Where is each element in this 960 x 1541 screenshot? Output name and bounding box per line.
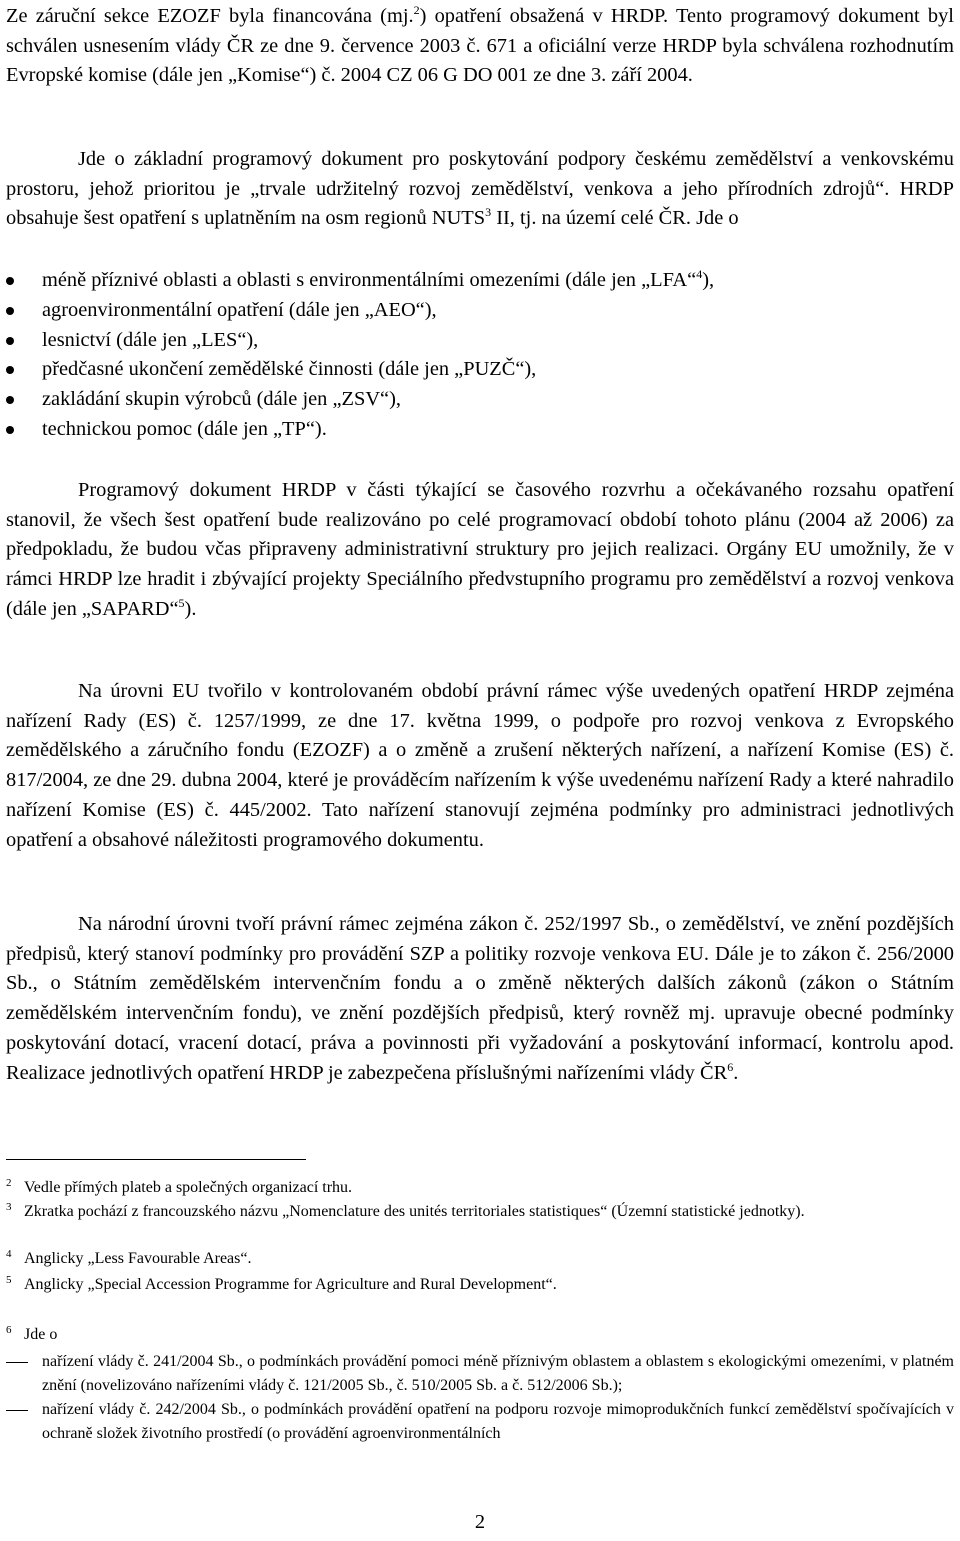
program-text-cont: ). [184, 597, 197, 620]
footnote-5: 5 Anglicky „Special Accession Programme for Agriculture and Rural Development“. [6, 1274, 557, 1293]
national-text-cont: . [733, 1061, 739, 1084]
footnote-3: 3 Zkratka pochází z francouzského názvu „Nomenclature des unités territoriales statistiques“ (Územní statistické jednotky). [6, 1201, 805, 1220]
list-item: agroenvironmentální opatření (dále jen „AEO“), [6, 296, 954, 326]
bullet-icon [6, 366, 14, 374]
measures-list [6, 266, 954, 445]
basic-document-paragraph [6, 145, 954, 234]
eu-framework-paragraph: Na úrovni EU tvořilo v kontrolovaném období právní rámec výše uvedených opatření HRDP zejména nařízení Rady (ES) č. 1257/1999, ze dne 17. května 1999, o podpoře pro rozvoj venkova z Evropského zemědělského a záručního fondu (EZOZF) a o změně a zrušení některých nařízení, a nařízení Komise (ES) č. 817/2004, ze dne 29. dubna 2004, které je prováděcím nařízením k výše uvedenému nařízení Rady a které nahradilo nařízení Komise (ES) č. 445/2002. Tato nařízení stanovují zejména podmínky pro administraci jednotlivých opatření a obsahové náležitosti programového dokumentu. [6, 680, 954, 851]
national-text: Na národní úrovni tvoří právní rámec zejména zákon č. 252/1997 Sb., o zemědělství, ve znění pozdějších předpisů, který stanoví podmínky pro provádění SZP a politiky rozvoje venkova EU. Dále je to zákon č. 256/2000 Sb., o Státním zemědělském intervenčním fondu a o změně některých dalších zákonů (zákon o Státním zemědělském intervenčním fondu), ve znění pozdějších předpisů, který rovněž mj. upravuje obecné podmínky poskytování dotací, vracení dotací, práva a povinnosti při vyžadování a poskytování informací, kontrolu apod. Realizace jednotlivých opatření HRDP je zabezpečena příslušnými nařízeními vlády ČR [6, 913, 954, 1084]
footnote-2: 2 Vedle přímých plateb a společných organizací trhu. [6, 1177, 353, 1196]
bullet-icon [6, 277, 14, 285]
page-number: 2 [474, 1511, 486, 1533]
footnote-ref-3[interactable]: 3 [485, 205, 492, 220]
footnote-separator [6, 1159, 306, 1160]
national-framework-paragraph [6, 910, 954, 1088]
footnote-ref-4[interactable]: 4 [696, 267, 703, 282]
list-item: méně příznivé oblasti a oblasti s environmentálními omezeními (dále jen „LFA“$^4$), [6, 266, 954, 296]
footnote-6-list [6, 1350, 954, 1446]
intro-text-cont: ) opatření obsažená v HRDP. Tento programový dokument byl schválen usnesením vlády ČR ze dne 9. července 2003 č. 671 a oficiální verze HRDP byla schválena rozhodnutím Evropské komise (dále jen „Komise“) č. 2004 CZ 06 G DO 001 ze dne 3. září 2004. [6, 5, 954, 87]
list-item: předčasné ukončení zemědělské činnosti (dále jen „PUZČ“), [6, 355, 954, 385]
list-item: nařízení vlády č. 242/2004 Sb., o podmínkách provádění opatření na podporu rozvoje mimoprodukčních funkcí zemědělství spočívajících v ochraně složek životního prostředí (o provádění agroenvironmentálních [6, 1398, 954, 1446]
dash-icon [6, 1362, 28, 1363]
intro-text: Ze záruční sekce EZOZF byla financována (mj. [6, 5, 414, 27]
basic-text-cont: II, tj. na území celé ČR. Jde o [491, 207, 739, 230]
list-item: nařízení vlády č. 241/2004 Sb., o podmínkách provádění pomoci méně příznivým oblastem a oblastem s ekologickými omezeními, v platném znění (novelizováno nařízeními vlády č. 121/2005 Sb., č. 510/2005 Sb. a č. 512/2006 Sb.); [6, 1350, 954, 1398]
program-paragraph [6, 476, 954, 625]
list-item: technickou pomoc (dále jen „TP“). [6, 415, 954, 445]
program-text: Programový dokument HRDP v části týkající se časového rozvrhu a očekávaného rozsahu opatření stanovil, že všech šest opatření bude realizováno po celé programovací období tohoto plánu (2004 až 2006) za předpokladu, že budou včas připraveny administrativní struktury pro jejich realizaci. Orgány EU umožnily, že v rámci HRDP lze hradit i zbývající projekty Speciálního předvstupního programu pro zemědělství a rozvoj venkova (dále jen „SAPARD“ [6, 479, 954, 620]
bullet-icon [6, 307, 14, 315]
footnote-ref-6[interactable]: 6 [727, 1059, 734, 1074]
footnote-4: 4 Anglicky „Less Favourable Areas“. [6, 1248, 252, 1267]
bullet-icon [6, 337, 14, 345]
list-item: lesnictví (dále jen „LES“), [6, 326, 954, 356]
footnote-ref-5[interactable]: 5 [178, 596, 185, 611]
footnote-6: 6 Jde o [6, 1324, 58, 1343]
basic-text: Jde o základní programový dokument pro poskytování podpory českému zemědělství a venkovskému prostoru, jehož prioritou je „trvale udržitelný rozvoj zemědělství, venkova a jeho přírodních zdrojů“. HRDP obsahuje šest opatření s uplatněním na osm regionů NUTS [6, 148, 954, 230]
intro-paragraph [6, 2, 954, 91]
bullet-icon [6, 426, 14, 434]
bullet-icon [6, 396, 14, 404]
footnote-ref-2[interactable]: 2 [413, 3, 420, 18]
dash-icon [6, 1410, 28, 1411]
list-item: zakládání skupin výrobců (dále jen „ZSV“), [6, 385, 954, 415]
